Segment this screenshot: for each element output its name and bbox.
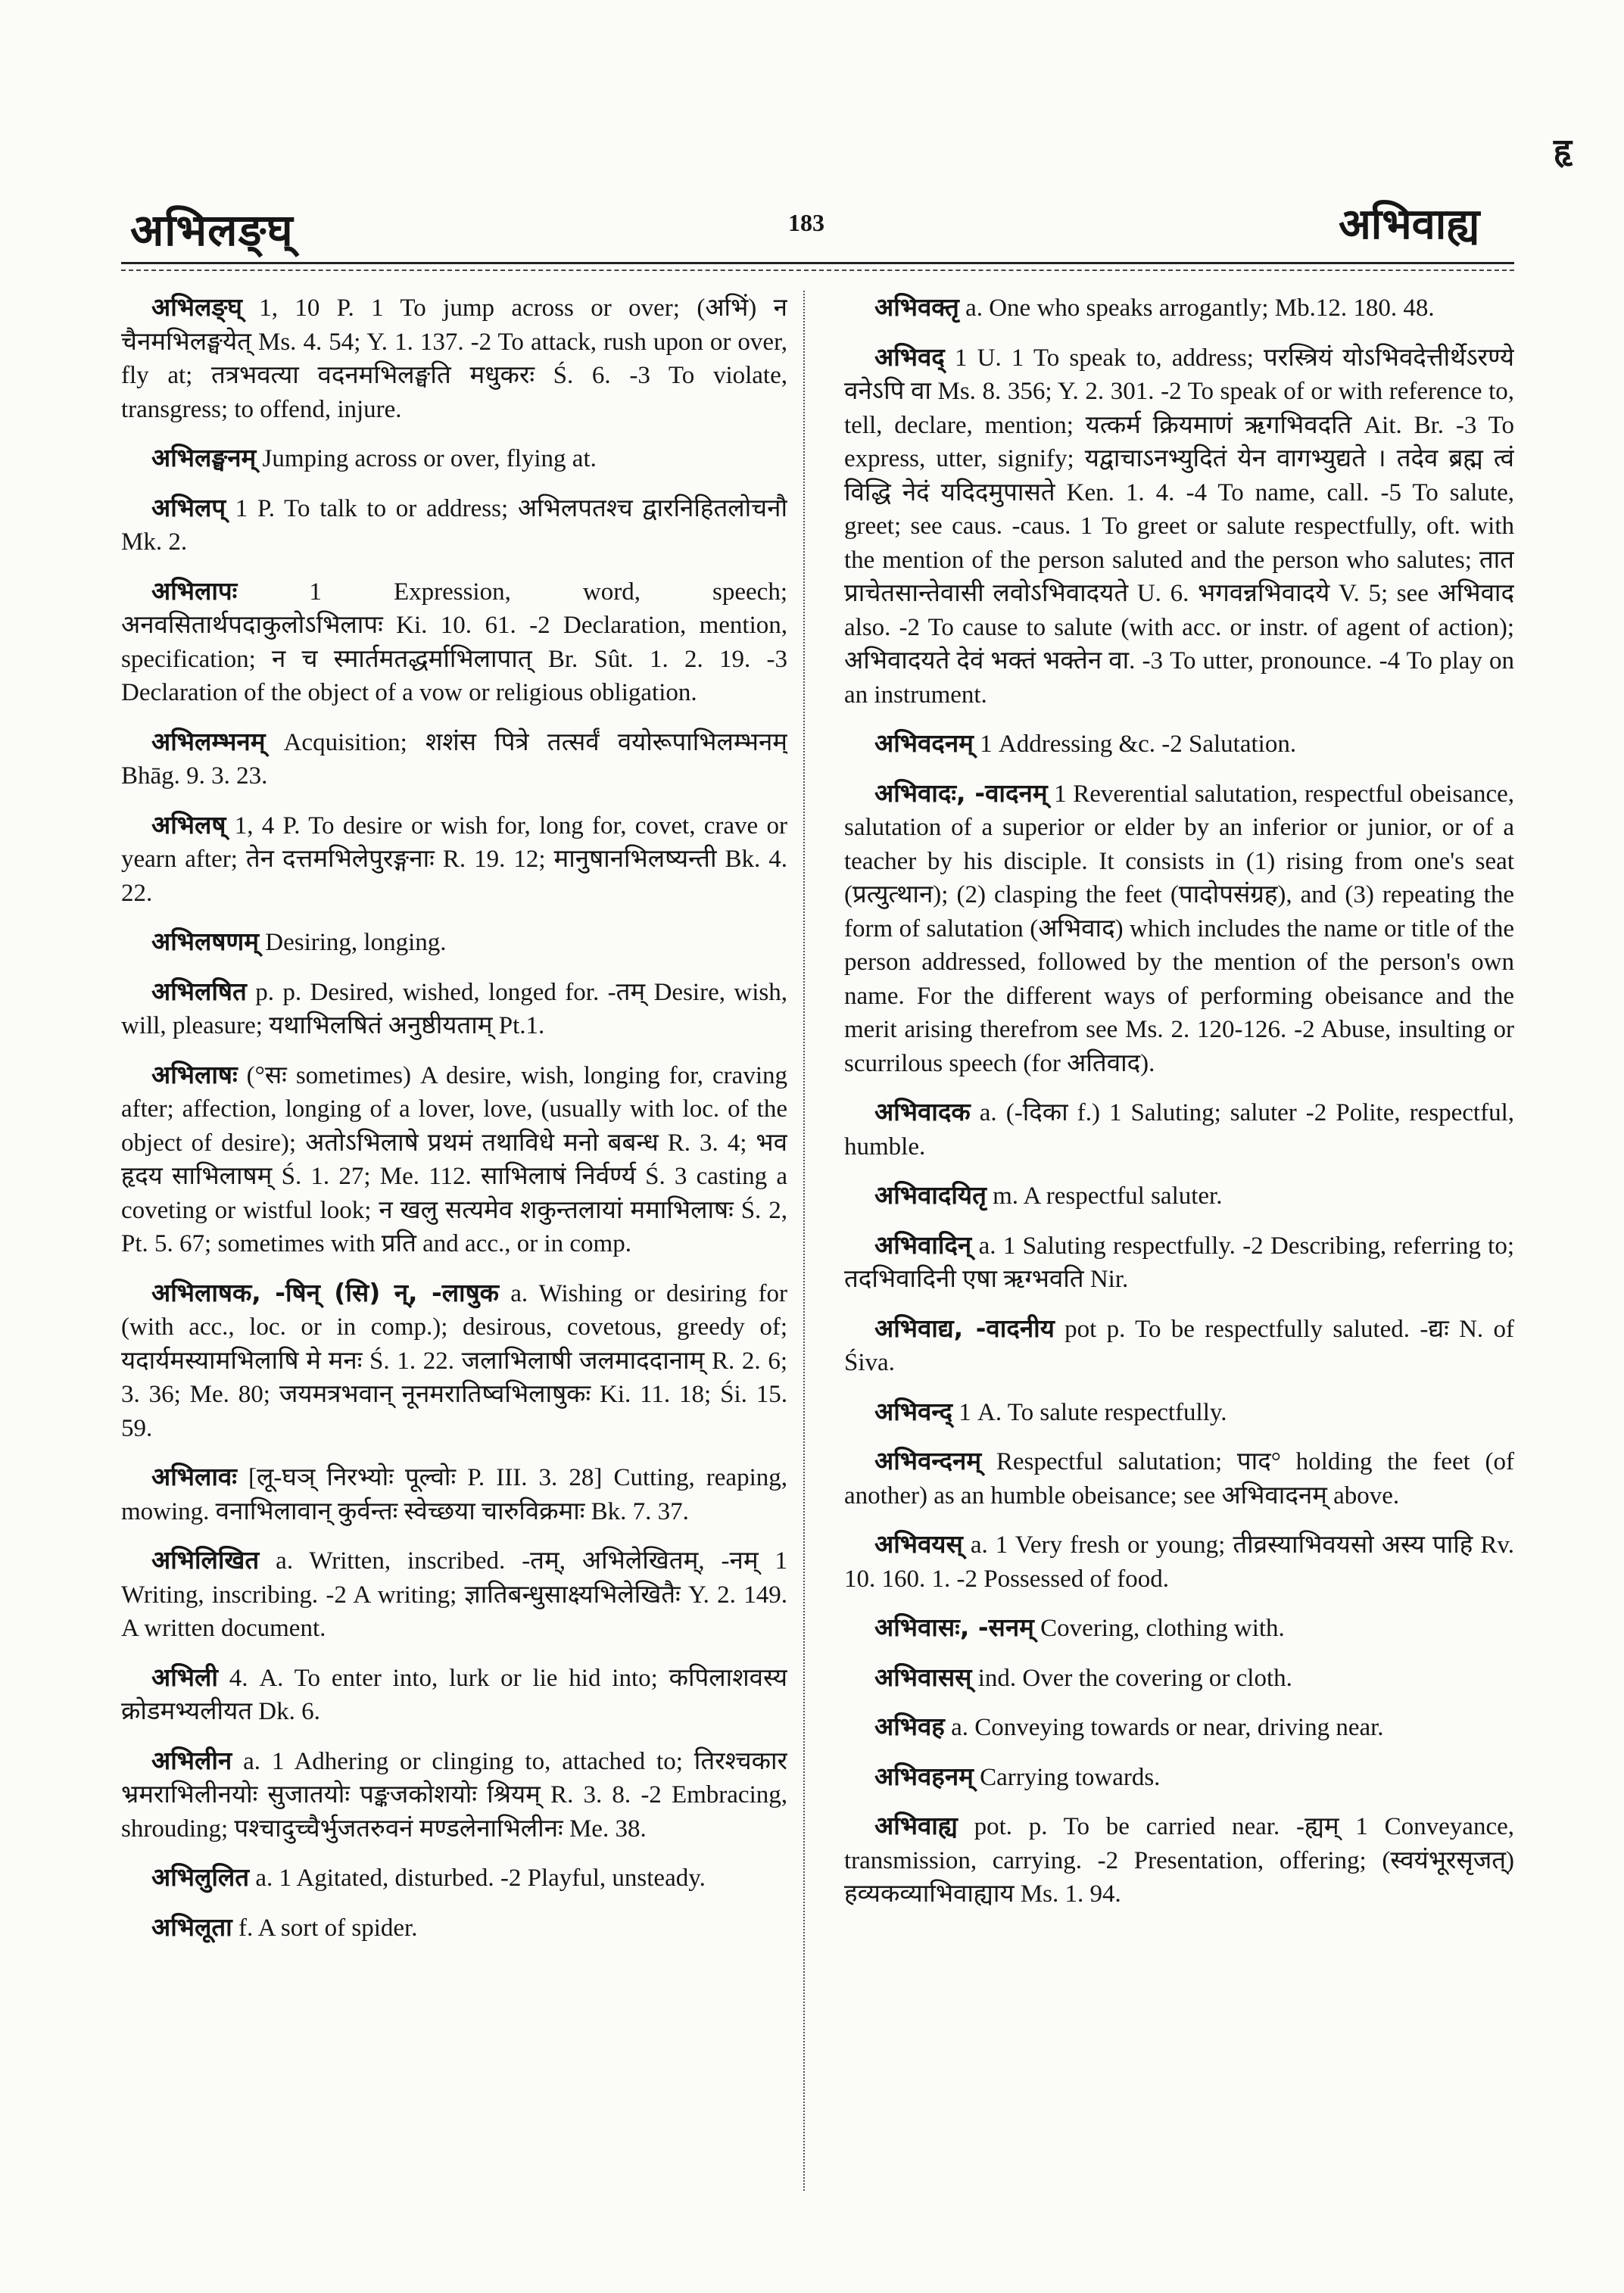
dictionary-entry xyxy=(121,925,787,960)
entry-headword: अभिलावः xyxy=(151,1462,237,1491)
entry-headword: अभिलङ्घ् xyxy=(151,292,242,322)
entry-definition: 1, 10 P. 1 To jump across or over; (अभिं) न चैनमभिलङ्घयेत् Ms. 4. 54; Y. 1. 137. -2 To attack, rush upon or over, fly at; तत्रभवत्या वदनमभिलङ्घति मधुकरः Ś. 6. -3 To violate, transgress; to offend, injure. xyxy=(121,294,787,423)
entry-definition: Carrying towards. xyxy=(973,1763,1161,1791)
entry-definition: pot. p. To be carried near. -ह्यम् 1 Conveyance, transmission, carrying. -2 Presentation, offering; (स्वयंभूरसृजत्) हव्यकव्याभिवाह्याय Ms. 1. 94. xyxy=(844,1813,1514,1908)
dictionary-entry xyxy=(844,727,1514,762)
entry-headword: अभिवन्दनम् xyxy=(874,1446,982,1475)
dictionary-entry xyxy=(121,491,787,559)
entry-definition: 1, 4 P. To desire or wish for, long for, covet, crave or yearn after; तेन दत्तमभिलेपुरङ्गनाः R. 19. 12; मानुषानभिलष्यन्ती Bk. 4. 22. xyxy=(121,812,787,907)
dictionary-entry xyxy=(121,1911,787,1946)
margin-mark: हृ xyxy=(1553,132,1573,170)
left-column xyxy=(121,291,787,2198)
entry-definition: 1 P. To talk to or address; अभिलपतश्च द्वारनिहितलोचनौ Mk. 2. xyxy=(121,494,787,556)
dictionary-entry xyxy=(121,1744,787,1846)
entry-headword: अभिलाषक, -षिन् (सि) न्, -लाषुक xyxy=(151,1277,500,1307)
entry-headword: अभिलप् xyxy=(151,492,226,522)
entry-headword: अभिवदनम् xyxy=(874,728,974,758)
entry-headword: अभिलिखित xyxy=(151,1545,260,1575)
entry-definition: 1 A. To salute respectfully. xyxy=(952,1398,1227,1426)
dictionary-entry xyxy=(121,441,787,476)
entry-definition: Respectful salutation; पाद° holding the feet (of another) as an humble obeisance; see अभिवादनम् above. xyxy=(844,1448,1514,1509)
dictionary-entry xyxy=(121,291,787,426)
entry-definition: a. 1 Very fresh or young; तीव्रस्याभिवयसो अस्य पाहि Rv. 10. 160. 1. -2 Possessed of food. xyxy=(844,1531,1514,1593)
entry-definition: Covering, clothing with. xyxy=(1033,1615,1285,1642)
dictionary-entry xyxy=(844,1095,1514,1164)
entry-definition: 1 Expression, word, speech; अनवसितार्थपदाकुलोऽभिलापः Ki. 10. 61. -2 Declaration, mention, specification; न च स्मार्तमतद्धर्माभिलापात् Br. Sût. 1. 2. 19. -3 Declaration of the object of a vow or religious obligation. xyxy=(121,578,787,706)
entry-definition: 1 U. 1 To speak to, address; परस्त्रियं योऽभिवदेत्तीर्थेऽरण्ये वनेऽपि वा Ms. 8. 356; Y. 2. 301. -2 To speak of or with reference to, tell, declare, mention; यत्कर्म क्रियमाणं ऋगभिवदति Ait. Br. -3 To express, utter, signify; यद्वाचाऽनभ्युदितं येन वागभ्युद्यते । तदेव ब्रह्म त्वं विद्धि नेदं यदिदमुपासते Ken. 1. 4. -4 To name, call. -5 To salute, greet; see caus. -caus. 1 To greet or salute respectfully, oft. with the mention of the person saluted and the person who salutes; तात प्राचेतसान्तेवासी लवोऽभिवादयते U. 6. भगवन्नभिवादये V. 5; see अभिवाद also. -2 To cause to salute (with acc. or instr. of agent of action); अभिवादयते देवं भक्तं भक्तेन वा. -3 To utter, pronounce. -4 To play on an instrument. xyxy=(844,344,1514,709)
dictionary-entry xyxy=(844,777,1514,1081)
left-running-headword: अभिलङ्घ् xyxy=(130,204,294,256)
entry-headword: अभिलम्भनम् xyxy=(151,726,266,756)
entry-definition: f. A sort of spider. xyxy=(232,1914,418,1942)
dictionary-entry xyxy=(844,1229,1514,1297)
entry-headword: अभिलषित xyxy=(151,976,247,1006)
dictionary-entry xyxy=(844,341,1514,712)
entry-headword: अभिवादयितृ xyxy=(874,1180,987,1210)
entry-definition: a. 1 Saluting respectfully. -2 Describing, referring to; तदभिवादिनी एषा ऋग्भवति Nir. xyxy=(844,1232,1514,1293)
entry-headword: अभिलूता xyxy=(151,1911,232,1942)
dictionary-entry xyxy=(844,1444,1514,1513)
entry-headword: अभिवहनम् xyxy=(874,1761,974,1791)
entry-definition: a. 1 Adhering or clinging to, attached to; तिरश्चकार भ्रमराभिलीनयोः सुजातयोः पङ्कजकोशयोः श्रियम् R. 3. 8. -2 Embracing, shrouding; पश्चादुच्चैर्भुजतरुवनं मण्डलेनाभिलीनः Me. 38. xyxy=(121,1747,787,1843)
entry-headword: अभिवाद्य, -वादनीय xyxy=(874,1313,1055,1343)
entry-definition: 1 Reverential salutation, respectful obeisance, salutation of a superior or elder by an inferior or junior, or of a teacher by his disciple. It consists in (1) rising from one's seat (प्रत्युत्थान); (2) clasping the feet (पादोपसंग्रह), and (3) repeating the form of salutation (अभिवाद) which includes the name or title of the person addressed, followed by the mention of the person's own name. For the different ways of performing obeisance and the merit arising therefrom see Ms. 2. 120-126. -2 Abuse, insulting or scurrilous speech (for अतिवाद). xyxy=(844,780,1514,1077)
entry-definition: ind. Over the covering or cloth. xyxy=(971,1664,1292,1692)
column-divider xyxy=(803,291,805,2191)
dictionary-entry xyxy=(121,975,787,1043)
right-column xyxy=(844,291,1514,2198)
entry-definition: a. Conveying towards or near, driving near. xyxy=(944,1714,1384,1741)
entry-headword: अभिवद् xyxy=(874,341,945,372)
dictionary-entry xyxy=(844,1179,1514,1213)
dictionary-entry xyxy=(121,575,787,710)
entry-headword: अभिवादक xyxy=(874,1097,971,1126)
entry-headword: अभिलापः xyxy=(151,575,238,606)
dictionary-entry xyxy=(844,1661,1514,1696)
dictionary-entry xyxy=(844,1809,1514,1911)
entry-headword: अभिवन्द् xyxy=(874,1396,953,1426)
entry-definition: p. p. Desired, wished, longed for. -तम् Desire, wish, will, pleasure; यथाभिलषितं अनुष्ठीयताम् Pt.1. xyxy=(121,978,787,1039)
header-rule xyxy=(121,262,1514,264)
entry-headword: अभिलष् xyxy=(151,809,226,840)
entry-headword: अभिवाह्य xyxy=(874,1811,958,1840)
dictionary-entry xyxy=(844,1760,1514,1795)
dictionary-entry xyxy=(844,1312,1514,1380)
dictionary-entry xyxy=(844,1528,1514,1596)
entry-headword: अभिवासः, -सनम् xyxy=(874,1612,1034,1642)
dictionary-entry xyxy=(121,1661,787,1729)
dictionary-entry xyxy=(844,1710,1514,1745)
dictionary-entry xyxy=(121,808,787,911)
dictionary-entry xyxy=(121,1460,787,1528)
dictionary-entry xyxy=(844,291,1514,326)
entry-definition: Desiring, longing. xyxy=(259,929,447,956)
dictionary-entry xyxy=(121,1544,787,1646)
entry-definition: 4. A. To enter into, lurk or lie hid into; कपिलाशवस्य क्रोडमभ्यलीयत Dk. 6. xyxy=(121,1664,787,1725)
entry-headword: अभिलङ्घनम् xyxy=(151,443,257,472)
entry-headword: अभिलुलित xyxy=(151,1862,250,1892)
entry-definition: a. One who speaks arrogantly; Mb.12. 180. 48. xyxy=(959,294,1435,322)
entry-headword: अभिलाषः xyxy=(151,1059,238,1089)
dictionary-entry xyxy=(844,1611,1514,1646)
entry-definition: pot p. To be respectfully saluted. -द्यः N. of Śiva. xyxy=(844,1315,1514,1376)
dictionary-entry xyxy=(121,1276,787,1446)
entry-headword: अभिवक्तृ xyxy=(874,292,959,322)
dictionary-entry xyxy=(121,725,787,793)
entry-definition: m. A respectful saluter. xyxy=(986,1182,1223,1210)
dictionary-entry xyxy=(121,1058,787,1261)
page-header xyxy=(0,0,1624,282)
entry-definition: a. 1 Agitated, disturbed. -2 Playful, unsteady. xyxy=(249,1865,706,1892)
entry-definition: (°सः sometimes) A desire, wish, longing for, craving after; affection, longing of a lover, love, (usually with loc. of the object of desire); अतोऽभिलाषे प्रथमं तथाविधे मनो बबन्ध R. 3. 4; भव हृदय साभिलाषम् Ś. 1. 27; Me. 112. साभिलाषं निर्वर्ण्य Ś. 3 casting a coveting or wistful look; न खलु सत्यमेव शकुन्तलायां ममाभिलाषः Ś. 2, Pt. 5. 67; sometimes with प्रति and acc., or in comp. xyxy=(121,1061,787,1257)
entry-definition: a. (-दिका f.) 1 Saluting; saluter -2 Polite, respectful, humble. xyxy=(844,1099,1514,1161)
entry-headword: अभिवादः, -वादनम् xyxy=(874,777,1048,808)
entry-headword: अभिलीन xyxy=(151,1745,232,1775)
entry-definition: a. Wishing or desiring for (with acc., loc. or in comp.); desirous, covetous, greedy of; यदार्यमस्यामभिलाषि मे मनः Ś. 1. 22. जलाभिलाषी जलमाददानाम् R. 2. 6; 3. 36; Me. 80; जयमत्रभवान् नूनमरातिष्वभिलाषुकः Ki. 11. 18; Śi. 15. 59. xyxy=(121,1279,787,1442)
entry-definition: Acquisition; शशंस पित्रे तत्सर्वं वयोरूपाभिलम्भनम् Bhāg. 9. 3. 23. xyxy=(121,728,787,790)
entry-headword: अभिली xyxy=(151,1662,218,1692)
right-running-headword: अभिवाह्य xyxy=(1339,199,1480,249)
page-number: 183 xyxy=(788,209,824,236)
entry-headword: अभिवासस् xyxy=(874,1662,972,1692)
entry-definition: 1 Addressing &c. -2 Salutation. xyxy=(973,731,1297,758)
entry-headword: अभिवयस् xyxy=(874,1529,963,1559)
header-rule-dashed xyxy=(121,269,1514,271)
entry-definition: Jumping across or over, flying at. xyxy=(256,445,597,472)
dictionary-entry xyxy=(844,1395,1514,1430)
entry-definition: a. Written, inscribed. -तम्, अभिलेखितम्, -नम् 1 Writing, inscribing. -2 A writing; ज्ञातिबन्धुसाक्ष्यभिलेखितैः Y. 2. 149. A written document. xyxy=(121,1547,787,1642)
entry-headword: अभिलषणम् xyxy=(151,927,259,956)
dictionary-entry xyxy=(121,1861,787,1896)
entry-headword: अभिवादिन् xyxy=(874,1229,972,1260)
entry-definition: [लू-घञ् निरभ्योः पूल्वोः P. III. 3. 28] Cutting, reaping, mowing. वनाभिलावान् कुर्वन्तः स्वेच्छया चारुविक्रमाः Bk. 7. 37. xyxy=(121,1464,787,1525)
entry-headword: अभिवह xyxy=(874,1712,945,1741)
